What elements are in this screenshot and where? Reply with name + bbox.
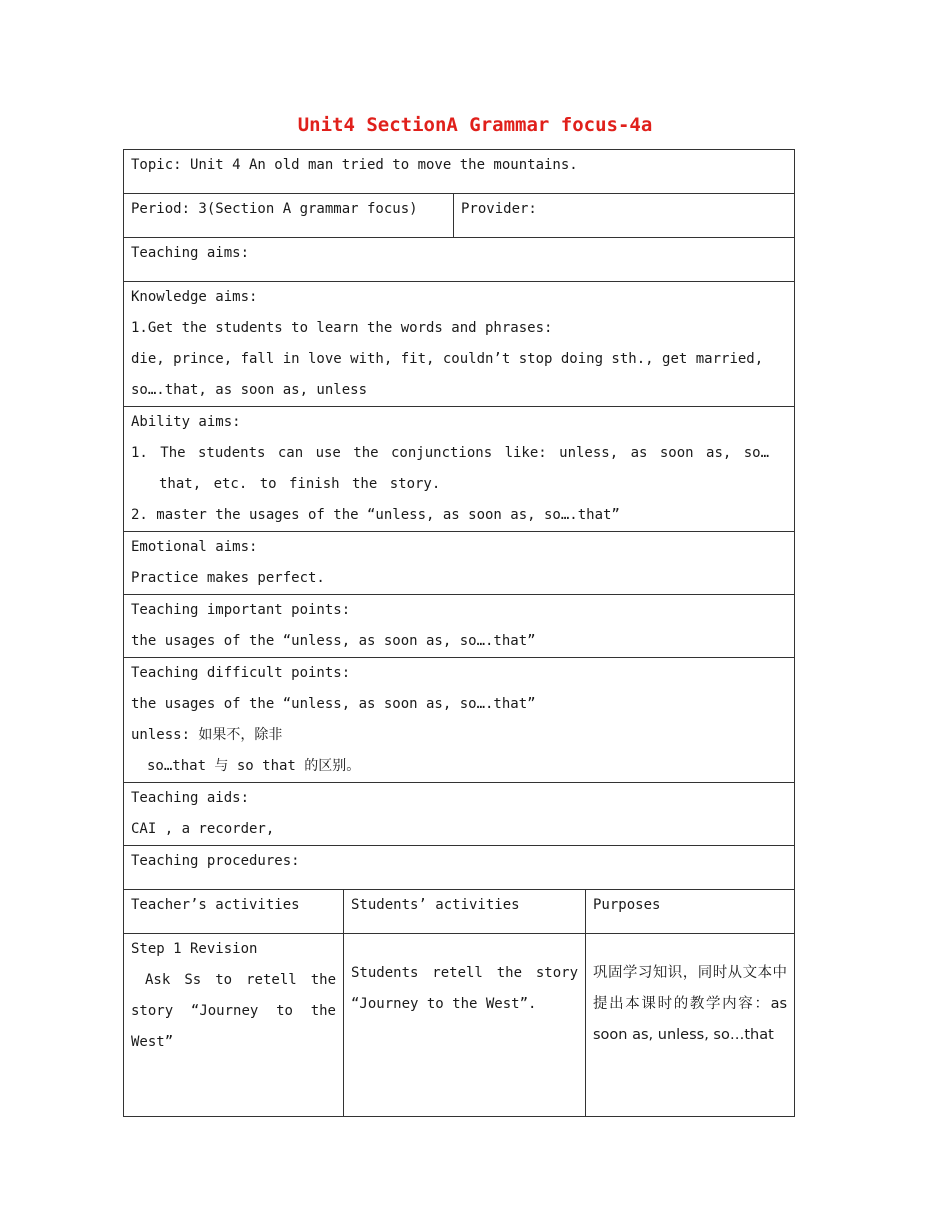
knowledge-aims-line: so….that, as soon as, unless	[131, 382, 368, 398]
teaching-aims-heading: Teaching aims:	[131, 245, 250, 261]
topic-text: Topic: Unit 4 An old man tried to move the mountains.	[131, 157, 578, 173]
difficult-points-heading: Teaching difficult points:	[131, 665, 351, 681]
students-activities-header: Students’ activities	[351, 897, 520, 913]
teaching-aids-heading: Teaching aids:	[131, 790, 250, 806]
teacher-activities-header: Teacher’s activities	[131, 897, 300, 913]
students-activity-text: Students retell the story “Journey to the West”.	[351, 965, 578, 1012]
provider-text: Provider:	[461, 201, 537, 217]
purposes-text: 巩固学习知识，同时从文本中提出本课时的教学内容：as soon as, unless, so…that	[593, 965, 788, 1043]
column-header-row	[124, 890, 795, 934]
important-points-line: the usages of the “unless, as soon as, so….that”	[131, 633, 536, 649]
emotional-aims-line: Practice makes perfect.	[131, 570, 325, 586]
period-text: Period: 3(Section A grammar focus)	[131, 201, 418, 217]
ability-aims-item: 1. The students can use the conjunctions like: unless, as soon as, so…that, etc. to finish the story.	[131, 445, 770, 492]
step-row	[124, 934, 795, 1117]
knowledge-aims-heading: Knowledge aims:	[131, 289, 258, 305]
teaching-aims-row	[124, 238, 795, 282]
knowledge-aims-row	[124, 282, 795, 407]
difficult-points-line: the usages of the “unless, as soon as, so….that”	[131, 696, 536, 712]
purposes-header: Purposes	[593, 897, 661, 913]
period-row	[124, 194, 795, 238]
teaching-aids-row	[124, 783, 795, 846]
ability-aims-heading: Ability aims:	[131, 414, 241, 430]
page-title: Unit4 SectionA Grammar focus-4a	[297, 114, 653, 136]
important-points-heading: Teaching important points:	[131, 602, 351, 618]
ability-aims-item: 2. master the usages of the “unless, as soon as, so….that”	[131, 507, 620, 523]
knowledge-aims-line: die, prince, fall in love with, fit, couldn’t stop doing sth., get married,	[131, 351, 764, 367]
teaching-aids-line: CAI , a recorder,	[131, 821, 275, 837]
ability-aims-row	[124, 407, 795, 532]
important-points-row	[124, 595, 795, 658]
topic-row	[124, 150, 795, 194]
emotional-aims-row	[124, 532, 795, 595]
difficult-points-row	[124, 658, 795, 783]
difficult-points-line: unless: 如果不，除非	[131, 727, 283, 743]
emotional-aims-heading: Emotional aims:	[131, 539, 258, 555]
knowledge-aims-line: 1.Get the students to learn the words and phrases:	[131, 320, 553, 336]
teaching-procedures-row	[124, 846, 795, 890]
lesson-plan-table	[123, 149, 795, 1117]
difficult-points-line: so…that 与 so that 的区别。	[147, 758, 361, 774]
teaching-procedures-heading: Teaching procedures:	[131, 853, 300, 869]
teacher-activity-text: Ask Ss to retell the story “Journey to the West”	[131, 972, 336, 1050]
step-title: Step 1 Revision	[131, 941, 258, 957]
